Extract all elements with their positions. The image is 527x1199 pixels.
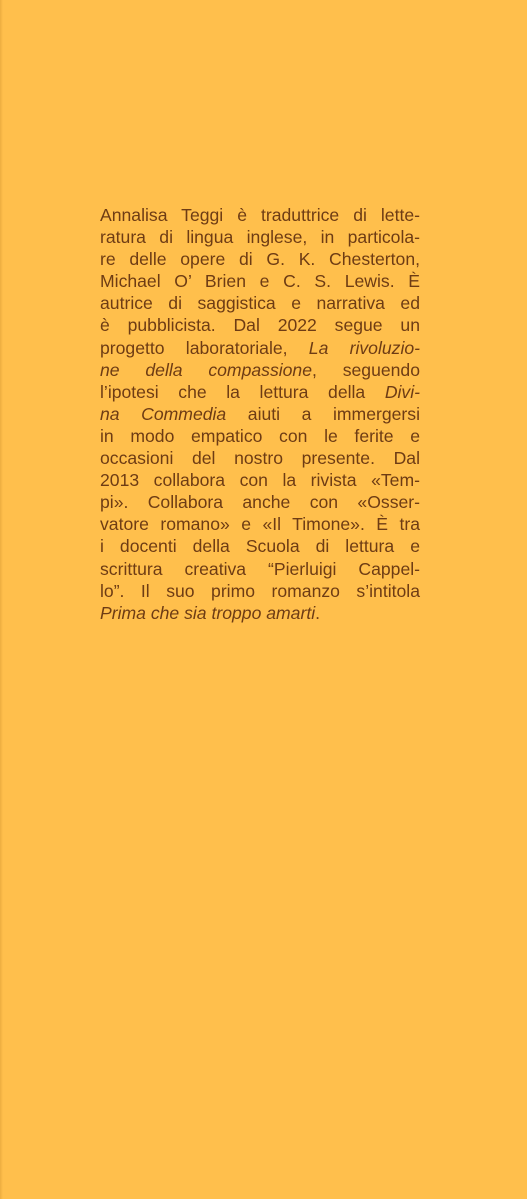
bio-line-1: Annalisa Teggi è traduttrice di lette- xyxy=(100,205,420,225)
bio-line-4: Michael O’ Brien e C. S. Lewis. È xyxy=(100,271,420,292)
bio-line-16: i docenti della Scuola di lettura e xyxy=(100,536,420,557)
bio-line-8: ne della compassione, seguendo xyxy=(100,359,420,380)
spine-edge xyxy=(0,0,3,1199)
bio-line-13: 2013 collabora con la rivista «Tem- xyxy=(100,470,420,491)
title-prima-che-sia: Prima che sia troppo amarti xyxy=(100,602,316,623)
bio-line-14: pi». Collabora anche con «Osser- xyxy=(100,492,420,513)
title-la-rivoluzione-cont: ne della compassione xyxy=(100,359,313,380)
title-divina-commedia: Divi- xyxy=(384,381,420,402)
author-bio xyxy=(100,204,420,624)
bio-line-7: progetto laboratoriale, La rivoluzio- xyxy=(100,337,420,358)
bio-line-3: re delle opere di G. K. Chesterton, xyxy=(100,249,420,270)
bio-line-18: lo”. Il suo primo romanzo s’intitola xyxy=(100,580,420,601)
title-divina-commedia-cont: na Commedia xyxy=(100,403,227,424)
bio-line-12: occasioni del nostro presente. Dal xyxy=(100,448,420,469)
bio-line-5: autrice di saggistica e narrativa ed xyxy=(100,293,420,314)
title-la-rivoluzione: La rivoluzio- xyxy=(308,337,420,358)
bio-line-10: na Commedia aiuti a immergersi xyxy=(100,403,420,424)
bio-line-15: vatore romano» e «Il Timone». È tra xyxy=(100,514,420,535)
bio-line-19: Prima che sia troppo amarti. xyxy=(100,602,321,623)
bio-line-11: in modo empatico con le ferite e xyxy=(100,425,420,446)
bio-line-2: ratura di lingua inglese, in particola- xyxy=(100,227,420,248)
bio-line-9: l’ipotesi che la lettura della Divi- xyxy=(100,381,420,402)
bio-line-6: è pubblicista. Dal 2022 segue un xyxy=(100,315,420,336)
bio-line-17: scrittura creativa “Pierluigi Cappel- xyxy=(100,558,420,579)
